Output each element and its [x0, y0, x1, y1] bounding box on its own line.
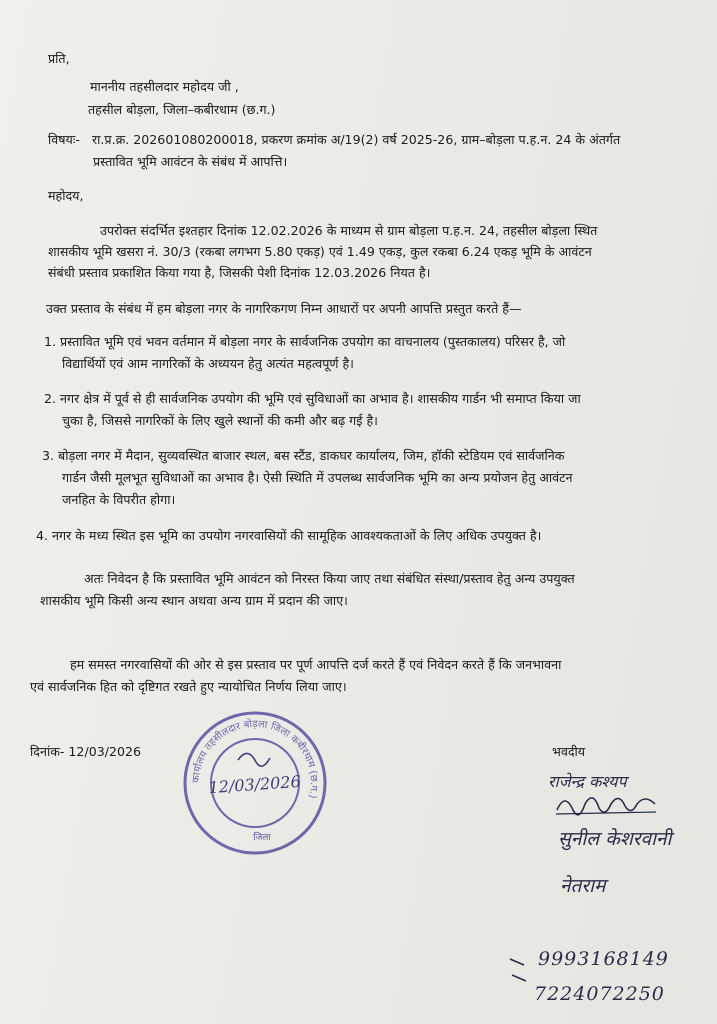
official-seal-stamp [180, 708, 330, 858]
request-line-2: शासकीय भूमि किसी अन्य स्थान अथवा अन्य ग्राम में प्रदान की जाए। [40, 593, 348, 608]
subject-line-2: प्रस्तावित भूमि आवंटन के संबंध में आपत्ति। [93, 154, 288, 169]
signature-1: राजेन्द्र कश्यप [548, 772, 627, 791]
closing-line-1: हम समस्त नगरवासियों की ओर से इस प्रस्ताव पर पूर्ण आपत्ति दर्ज करते हैं एवं निवेदन करते हैं कि जनभावना [70, 657, 562, 672]
point4: 4. नगर के मध्य स्थित इस भूमि का उपयोग नगरवासियों की सामूहिक आवश्यकताओं के लिए अधिक उपयुक्त है। [36, 528, 542, 543]
signature-3: नेतराम [560, 875, 606, 897]
point3-line-2: गार्डन जैसी मूलभूत सुविधाओं का अभाव है। ऐसी स्थिति में उपलब्ध सार्वजनिक भूमि का अन्य प्रयोजन हेतु आवंटन [62, 470, 573, 485]
signature-1-scribble [552, 790, 662, 820]
prati: प्रति, [48, 51, 70, 66]
subject-label: विषयः- [48, 132, 80, 147]
point1-line-1: 1. प्रस्तावित भूमि एवं भवन वर्तमान में बोड़ला नगर के सार्वजनिक उपयोग का वाचनालय (पुस्तकालय) परिसर है, जो [44, 334, 566, 349]
para1-line-3: संबंधी प्रस्ताव प्रकाशित किया गया है, जिसकी पेशी दिनांक 12.03.2026 नियत है। [48, 265, 431, 280]
date-label: दिनांक- 12/03/2026 [30, 744, 142, 759]
point2-line-1: 2. नगर क्षेत्र में पूर्व से ही सार्वजनिक उपयोग की भूमि एवं सुविधाओं का अभाव है। शासकीय गार्डन भी समाप्त किया जा [44, 391, 581, 406]
para1-line-1: उपरोक्त संदर्भित इश्तहार दिनांक 12.02.2026 के माध्यम से ग्राम बोड़ला प.ह.न. 24, तहसील बोड़ला स्थित [100, 223, 598, 238]
phone-number-2: 7224072250 [534, 983, 665, 1005]
signature-2: सुनील केशरवानी [558, 828, 672, 850]
point2-line-2: चुका है, जिससे नागरिकों के लिए खुले स्थानों की कमी और बढ़ गई है। [62, 413, 378, 428]
point1-line-2: विद्यार्थियों एवं आम नागरिकों के अध्ययन हेतु अत्यंत महत्वपूर्ण है। [62, 356, 354, 371]
closing-line-2: एवं सार्वजनिक हित को दृष्टिगत रखते हुए न्यायोचित निर्णय लिया जाए। [30, 679, 347, 694]
addressee-line-2: तहसील बोड़ला, जिला–कबीरधाम (छ.ग.) [88, 102, 276, 117]
intro-line: उक्त प्रस्ताव के संबंध में हम बोड़ला नगर के नागरिकगण निम्न आधारों पर अपनी आपत्ति प्रस्तुत करते हैं— [46, 301, 522, 316]
point3-line-1: 3. बोड़ला नगर में मैदान, सुव्यवस्थित बाजार स्थल, बस स्टैंड, डाकघर कार्यालय, जिम, हॉकी स्टेडियम एवं सार्वजनिक [42, 448, 565, 463]
stamp-bottom-text: जिला [253, 833, 271, 843]
stamp-date: 12/03/2026 [207, 771, 302, 798]
arrow-mark-icon [508, 955, 528, 985]
subject-line-1: रा.प्र.क्र. 202601080200018, प्रकरण क्रमांक अ/19(2) वर्ष 2025-26, ग्राम–बोड़ला प.ह.न. 24 के अंतर्गत [92, 132, 621, 147]
stamp-ring-text: कार्यालय तहसीलदार बोड़ला जिला कबीरधाम (छ.ग.) [190, 718, 320, 800]
request-line-1: अतः निवेदन है कि प्रस्तावित भूमि आवंटन को निरस्त किया जाए तथा संबंधित संस्था/प्रस्ताव हेतु अन्य उपयुक्त [84, 571, 575, 586]
addressee-line-1: माननीय तहसीलदार महोदय जी , [90, 79, 239, 94]
para1-line-2: शासकीय भूमि खसरा नं. 30/3 (रकबा लगभग 5.80 एकड़) एवं 1.49 एकड़, कुल रकबा 6.24 एकड़ भूमि के आवंटन [48, 244, 592, 259]
bhavdiya: भवदीय [552, 744, 586, 759]
point3-line-3: जनहित के विपरीत होगा। [62, 492, 176, 507]
phone-number-1: 9993168149 [538, 948, 669, 970]
salutation: महोदय, [48, 188, 84, 203]
